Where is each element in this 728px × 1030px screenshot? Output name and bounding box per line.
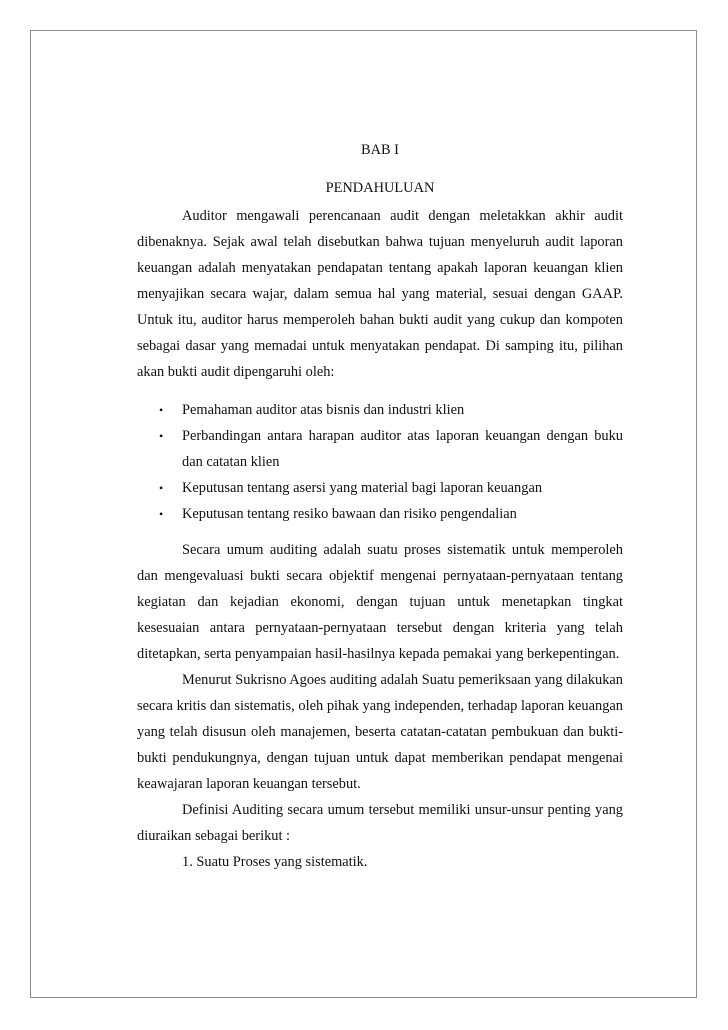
list-item-text: Pemahaman auditor atas bisnis dan industri klien <box>182 402 465 418</box>
bullet-icon: • <box>159 507 164 521</box>
list-item-text: Keputusan tentang asersi yang material bagi laporan keuangan <box>182 480 543 496</box>
chapter-title: PENDAHULUAN <box>325 180 435 196</box>
document-body <box>137 137 623 875</box>
numbered-item-1: 1. Suatu Proses yang sistematik. <box>182 854 368 870</box>
bullet-icon: • <box>159 429 164 443</box>
list-item-text: Keputusan tentang resiko bawaan dan risiko pengendalian <box>182 506 517 522</box>
list-item-text: Perbandingan antara harapan auditor atas laporan keuangan dengan buku dan catatan klien <box>182 428 623 470</box>
bullet-icon: • <box>159 481 164 495</box>
paragraph-elements-intro: Definisi Auditing secara umum tersebut memiliki unsur-unsur penting yang diuraikan sebagai berikut : <box>137 802 623 844</box>
chapter-heading: BAB I <box>361 142 399 158</box>
list-item <box>137 475 623 501</box>
paragraph-intro: Auditor mengawali perencanaan audit dengan meletakkan akhir audit dibenaknya. Sejak awal telah disebutkan bahwa tujuan menyeluruh audit laporan keuangan adalah menyatakan pendapatan tentang apakah laporan keuangan klien menyajikan secara wajar, dalam semua hal yang material, sesuai dengan GAAP. Untuk itu, auditor harus memperoleh bahan bukti audit yang cukup dan kompoten sebagai dasar yang memadai untuk menyatakan pendapat. Di samping itu, pilihan akan bukti audit dipengaruhi oleh: <box>137 208 623 380</box>
bullet-list <box>137 397 623 527</box>
list-item <box>137 423 623 475</box>
list-item <box>137 397 623 423</box>
bullet-icon: • <box>159 403 164 417</box>
paragraph-sukrisno-agoes: Menurut Sukrisno Agoes auditing adalah Suatu pemeriksaan yang dilakukan secara kritis dan sistematis, oleh pihak yang independen, terhadap laporan keuangan yang telah disusun oleh manajemen, beserta catatan-catatan pembukuan dan bukti-bukti pendukungnya, dengan tujuan untuk dapat memberikan pendapat mengenai keawajaran laporan keuangan tersebut. <box>137 672 623 792</box>
list-item <box>137 501 623 527</box>
paragraph-auditing-definition: Secara umum auditing adalah suatu proses sistematik untuk memperoleh dan mengevaluasi bukti secara objektif mengenai pernyataan-pernyataan tentang kegiatan dan kejadian ekonomi, dengan tujuan untuk menetapkan tingkat kesesuaian antara pernyataan-pernyataan tersebut dengan kriteria yang telah ditetapkan, serta penyampaian hasil-hasilnya kepada pemakai yang berkepentingan. <box>137 542 623 662</box>
